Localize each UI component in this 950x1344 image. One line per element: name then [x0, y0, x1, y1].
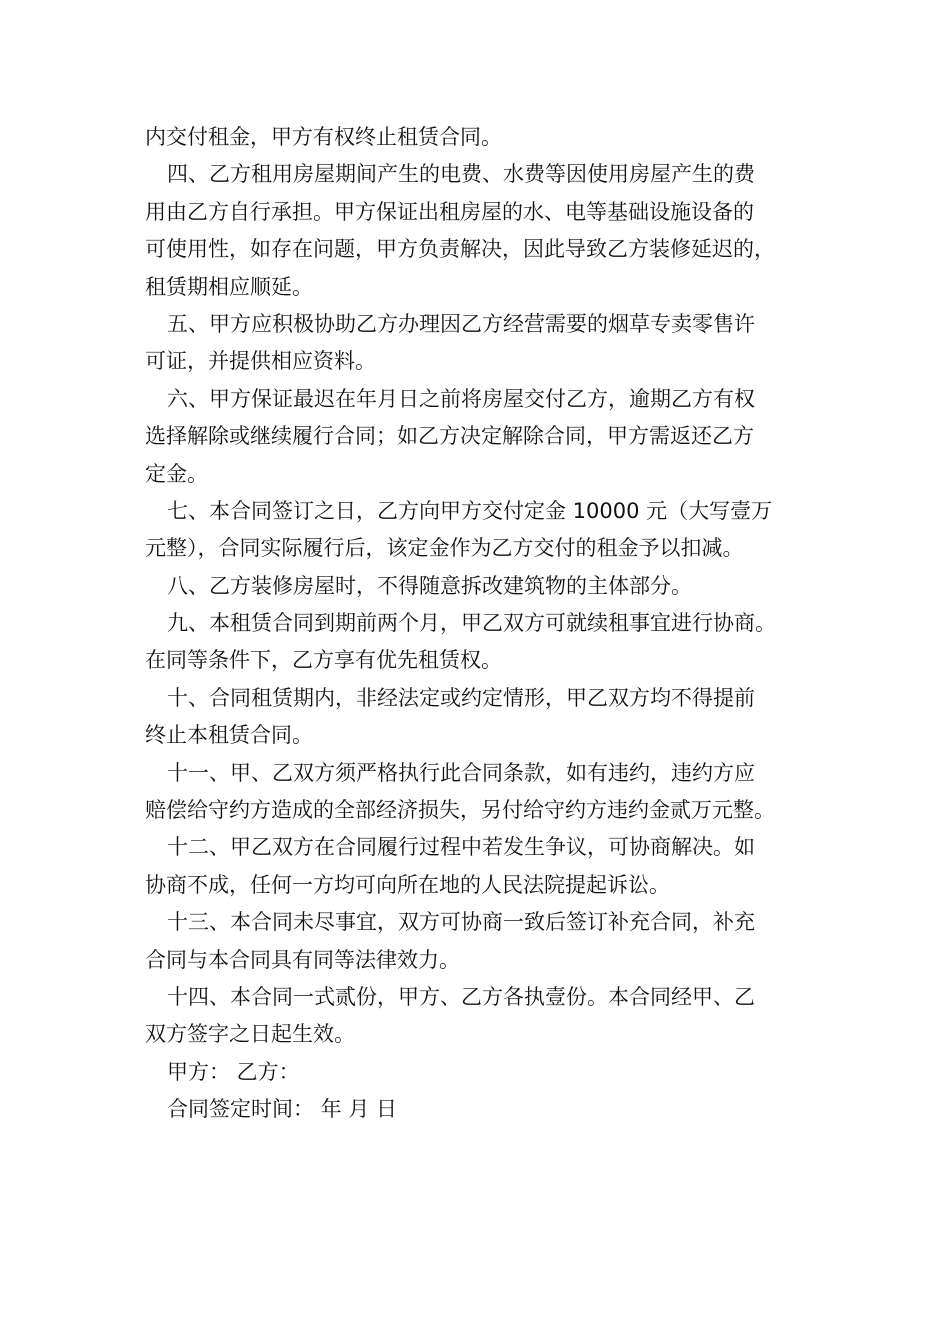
text-line: 赔偿给守约方造成的全部经济损失，另付给守约方违约金贰万元整。 — [145, 798, 775, 823]
text-line: 协商不成，任何一方均可向所在地的人民法院提起诉讼。 — [145, 872, 670, 897]
text-line: 五、甲方应积极协助乙方办理因乙方经营需要的烟草专卖零售许 — [167, 311, 755, 336]
text-line: 双方签字之日起生效。 — [145, 1022, 355, 1047]
text-line: 可使用性，如存在问题，甲方负责解决，因此导致乙方装修延迟的， — [145, 237, 775, 262]
text-line: 用由乙方自行承担。甲方保证出租房屋的水、电等基础设施设备的 — [145, 199, 754, 224]
text-line: 十三、本合同未尽事宜，双方可协商一致后签订补充合同，补充 — [167, 910, 755, 935]
text-line: 六、甲方保证最迟在年月日之前将房屋交付乙方，逾期乙方有权 — [167, 386, 755, 411]
text-line: 租赁期相应顺延。 — [145, 274, 313, 299]
text-line: 九、本租赁合同到期前两个月，甲乙双方可就续租事宜进行协商。 — [167, 611, 776, 636]
text-line: 可证，并提供相应资料。 — [145, 349, 376, 374]
text-line: 元整），合同实际履行后，该定金作为乙方交付的租金予以扣减。 — [145, 536, 744, 561]
text-line: 十四、本合同一式贰份，甲方、乙方各执壹份。本合同经甲、乙 — [167, 984, 755, 1009]
signing-date-line: 合同签定时间： 年 月 日 — [167, 1097, 398, 1122]
text-line: 终止本租赁合同。 — [145, 723, 313, 748]
contract-body — [145, 119, 835, 1129]
text-line: 十一、甲、乙双方须严格执行此合同条款，如有违约，违约方应 — [167, 760, 755, 785]
text-line: 选择解除或继续履行合同；如乙方决定解除合同，甲方需返还乙方 — [145, 424, 754, 449]
text-line: 十二、甲乙双方在合同履行过程中若发生争议，可协商解决。如 — [167, 835, 755, 860]
signature-parties-line: 甲方： 乙方： — [167, 1059, 300, 1084]
text-line: 八、乙方装修房屋时，不得随意拆改建筑物的主体部分。 — [167, 573, 692, 598]
text-line: 十、合同租赁期内，非经法定或约定情形，甲乙双方均不得提前 — [167, 685, 755, 710]
text-line: 内交付租金，甲方有权终止租赁合同。 — [145, 125, 502, 149]
text-line: 定金。 — [145, 461, 208, 486]
text-line: 合同与本合同具有同等法律效力。 — [145, 947, 460, 972]
text-line: 在同等条件下，乙方享有优先租赁权。 — [145, 648, 502, 673]
text-line: 七、本合同签订之日，乙方向甲方交付定金 10000 元（大写壹万 — [167, 498, 773, 523]
text-line: 四、乙方租用房屋期间产生的电费、水费等因使用房屋产生的费 — [167, 162, 755, 187]
